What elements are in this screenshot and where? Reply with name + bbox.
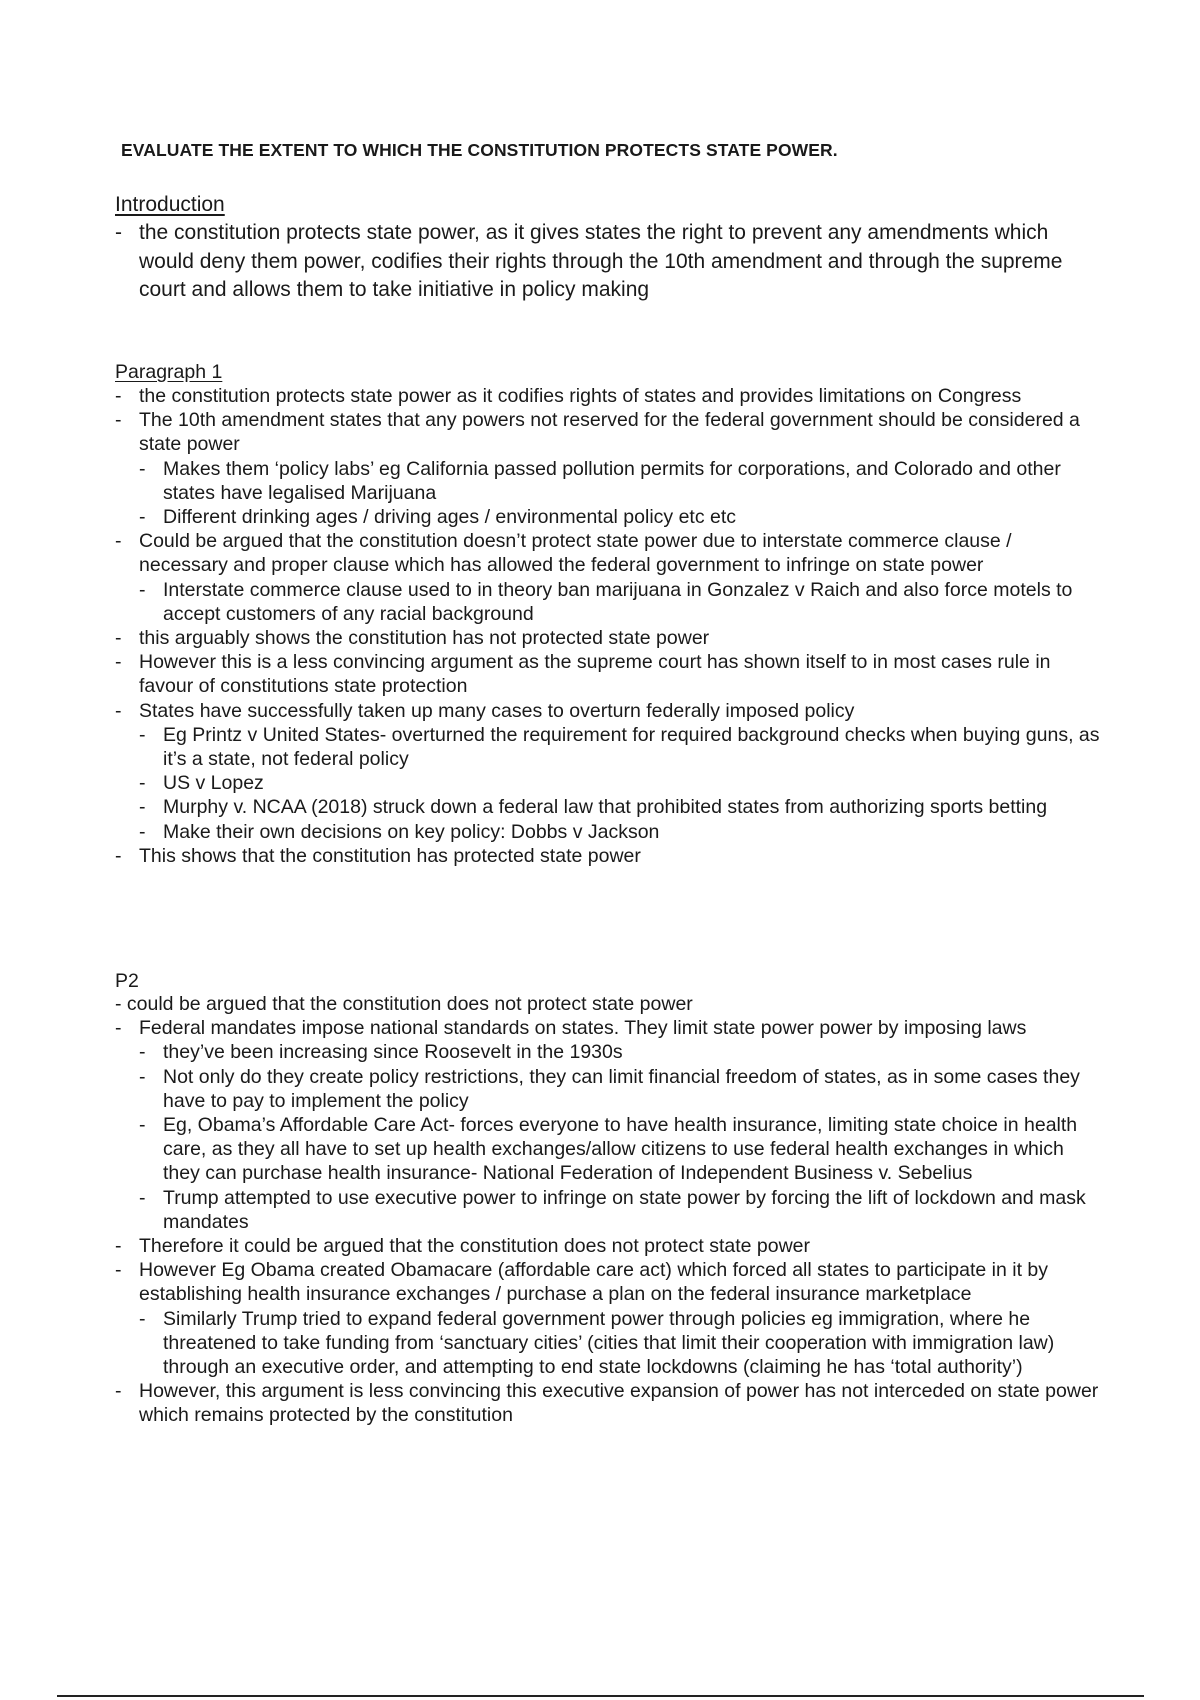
list-item: - the constitution protects state power, as it gives states the right to prevent any amendments which would deny them power, codifies their rights through the 10th amendment and through the supreme court and allows them to take initiative in policy making: [115, 221, 1063, 301]
list-subitem: - Trump attempted to use executive power to infringe on state power by forcing the lift of lockdown and mask mandates: [139, 1186, 1086, 1233]
list-subitem: - US v Lopez: [139, 772, 264, 795]
bullet-dash: -: [115, 844, 122, 867]
bullet-dash: -: [115, 409, 122, 432]
list-item: - States have successfully taken up many cases to overturn federally imposed policy: [115, 699, 855, 722]
list-subitem: - they’ve been increasing since Roosevelt in the 1930s: [139, 1041, 623, 1064]
bullet-dash: -: [115, 1017, 122, 1040]
list-subitem: - Different drinking ages / driving ages / environmental policy etc etc: [139, 506, 737, 529]
document-title: EVALUATE THE EXTENT TO WHICH THE CONSTITUTION PROTECTS STATE POWER.: [121, 140, 838, 160]
bullet-dash: -: [139, 796, 146, 819]
bullet-dash: -: [139, 723, 146, 746]
bullet-dash: -: [115, 1259, 122, 1282]
paragraph2-heading: P2: [115, 970, 139, 992]
bullet-dash: -: [139, 1065, 146, 1088]
bullet-dash: -: [139, 1307, 146, 1330]
list-subitem: - Not only do they create policy restrictions, they can limit financial freedom of states, as in some cases they have to pay to implement the policy: [139, 1065, 1080, 1112]
bullet-dash: -: [115, 1235, 122, 1258]
bullet-dash: -: [115, 385, 122, 407]
bullet-dash: -: [115, 1380, 122, 1403]
list-subitem: - Make their own decisions on key policy: Dobbs v Jackson: [139, 820, 660, 843]
introduction-heading: Introduction: [115, 193, 225, 216]
introduction-list: [115, 219, 1095, 305]
list-item: - the constitution protects state power as it codifies rights of states and provides limitations on Congress: [115, 385, 1022, 407]
list-subitem: - Similarly Trump tried to expand federal government power through policies eg immigration, where he threatened to take funding from ‘sanctuary cities’ (cities that limit their cooperation with immigration law) through an executive order, and attempting to end state lockdowns (claiming he has ‘total authority’): [139, 1307, 1055, 1379]
bullet-dash: -: [115, 651, 122, 674]
paragraph1-list: [115, 384, 1105, 868]
list-item: - Federal mandates impose national standards on states. They limit state power power by imposing laws: [115, 1017, 1027, 1040]
list-item: - The 10th amendment states that any powers not reserved for the federal government should be considered a state power: [115, 409, 1080, 456]
list-subitem: - Eg Printz v United States- overturned the requirement for required background checks when buying guns, as it’s a state, not federal policy: [139, 723, 1100, 771]
list-item: - This shows that the constitution has protected state power: [115, 844, 641, 867]
list-item: - Therefore it could be argued that the constitution does not protect state power: [115, 1235, 810, 1258]
bullet-dash: -: [115, 221, 122, 244]
bullet-dash: -: [139, 506, 146, 529]
list-item: - this arguably shows the constitution has not protected state power: [115, 627, 710, 650]
bullet-dash: -: [139, 1186, 146, 1209]
list-subitem: - Murphy v. NCAA (2018) struck down a federal law that prohibited states from authorizing sports betting: [139, 796, 1048, 819]
bottom-divider: [57, 1695, 1144, 1697]
paragraph2-list: [115, 992, 1105, 1428]
bullet-dash: -: [139, 457, 146, 480]
bullet-dash: -: [139, 820, 146, 843]
bullet-dash: -: [115, 627, 122, 650]
list-item: - Could be argued that the constitution doesn’t protect state power due to interstate commerce clause / necessary and proper clause which has allowed the federal government to infringe on state power: [115, 530, 1012, 577]
paragraph2-intro-line: - could be argued that the constitution does not protect state power: [115, 993, 693, 1015]
bullet-dash: -: [139, 772, 146, 795]
paragraph1-heading: Paragraph 1: [115, 361, 223, 383]
list-item: - However Eg Obama created Obamacare (affordable care act) which forced all states to participate in it by establishing health insurance exchanges / purchase a plan on the federal insurance marketplace: [115, 1259, 1048, 1306]
bullet-dash: -: [115, 699, 122, 722]
list-item: - However, this argument is less convincing this executive expansion of power has not interceded on state power which remains protected by the constitution: [115, 1380, 1099, 1427]
list-subitem: - Makes them ‘policy labs’ eg California passed pollution permits for corporations, and Colorado and other states have legalised Marijuana: [139, 457, 1061, 504]
list-subitem: - Interstate commerce clause used to in theory ban marijuana in Gonzalez v Raich and also force motels to accept customers of any racial background: [139, 578, 1073, 625]
list-item: - However this is a less convincing argument as the supreme court has shown itself to in most cases rule in favour of constitutions state protection: [115, 651, 1051, 698]
bullet-dash: -: [139, 578, 146, 601]
bullet-dash: -: [139, 1041, 146, 1064]
bullet-dash: -: [139, 1114, 146, 1137]
list-subitem: - Eg, Obama’s Affordable Care Act- forces everyone to have health insurance, limiting state choice in health care, as they all have to set up health exchanges/allow citizens to use federal health exchanges in which they can purchase health insurance- National Federation of Independent Business v. Sebelius: [139, 1114, 1078, 1185]
bullet-dash: -: [115, 530, 122, 553]
